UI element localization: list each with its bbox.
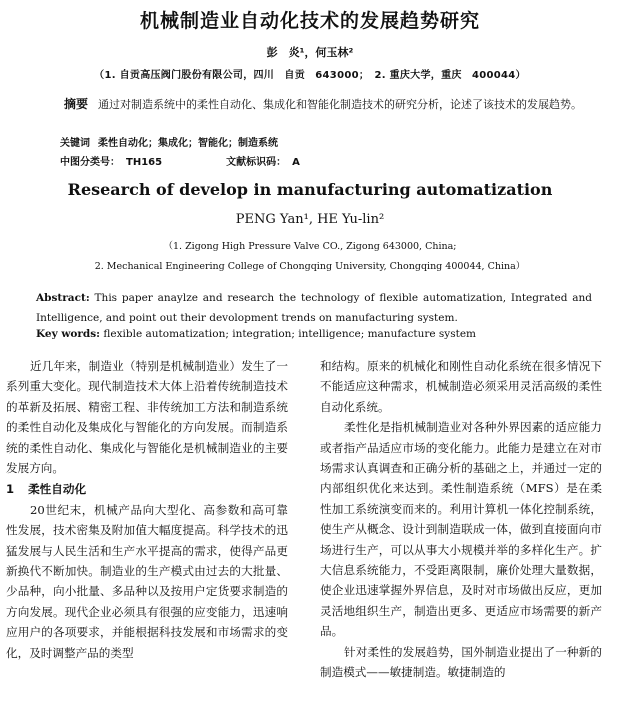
chinese-title: 机械制造业自动化技术的发展趋势研究 [139,10,480,32]
doc-code-value: A [292,157,300,168]
chinese-keywords-text: 柔性自动化；集成化；智能化；制造系统 [98,138,278,149]
chinese-keywords [60,134,600,149]
english-affiliation-1: （1. Zigong High Pressure Valve CO., Zigong 643000, China; [163,241,457,252]
english-keywords [36,328,592,340]
doc-code-label: 文献标识码： [226,157,287,168]
english-title: Research of develop in manufacturing automatization [67,180,553,199]
section-1-paragraph-1-continued: 和结构。原来的机械化和刚性自动化系统在很多情况下不能适应这种需求，机械制造必须采用灵活高级的柔性自动化系统。 [320,359,602,414]
section-1-paragraph-2: 柔性化是指机械制造业对各种外界因素的适应能力或者指产品适应市场的变化能力。此能力是建立在对市场需求认真调查和正确分析的基础之上，并通过一定的内部组织优化来达到。柔性制造系统（MFS）是在柔性加工系统演变而来的。利用计算机一体化控制系统，使生产从概念、设计到制造联成一体，做到直接面向市场进行生产，可以从事大小规模并举的多样化生产。扩大信息系统能力，不受距离限制，廉价处理大量数据，使企业迅速掌握外界信息，及时对市场做出反应，更加灵活地组织生产，制造出更多、更适应市场需要的新产品。 [320,420,602,639]
english-abstract-text: This paper anaylze and research the technology of flexible automatization, Integrated and Intelligence, and point out their devolopment trends on manufacturing system. [36,292,592,324]
section-1-paragraph-3: 针对柔性的发展趋势，国外制造业提出了一种新的制造模式——敏捷制造。敏捷制造的 [320,644,602,680]
chinese-authors: 彭 炎¹，何玉林² [266,46,354,59]
intro-paragraph: 近几年来，制造业（特别是机械制造业）发生了一系列重大变化。现代制造技术大体上沿着传统制造技术的革新及拓展、精密工程、非传统加工方法和制造系统的柔性自动化及集成化与智能化的方向发展。而制造系统的柔性自动化、集成化与智能化是机械制造业的主要发展方向。 [6,359,288,476]
section-1-title: 柔性自动化 [28,482,87,497]
chinese-abstract-label: 摘要 [64,97,89,111]
body-left-column [6,356,288,663]
body-right-column [320,356,602,683]
english-abstract [36,288,592,328]
english-authors: PENG Yan¹, HE Yu-lin² [235,212,385,227]
english-keywords-text: flexible automatization; integration; intelligence; manufacture system [103,328,477,340]
english-keywords-label: Key words: [36,328,101,340]
chinese-abstract [36,94,592,115]
chinese-abstract-text: 通过对制造系统中的柔性自动化、集成化和智能化制造技术的研究分析，论述了该技术的发展趋势。 [98,98,583,111]
class-number-label: 中图分类号： [60,157,120,168]
english-affiliation-2: 2. Mechanical Engineering College of Chongqing University, Chongqing 400044, China） [94,261,526,272]
section-1-heading [6,479,288,499]
class-number-value: TH165 [126,157,163,168]
section-1-paragraph-1: 20世纪末，机械产品向大型化、高参数和高可靠性发展，技术密集及附加值大幅度提高。科学技术的迅猛发展与人民生活和生产水平提高的需求，使得产品更新换代不断加快。制造业的生产模式由过去的大批量、少品种，向小批量、多品种以及按用户定货要求制造的方向发展。现代企业必须具有很强的应变能力，迅速响应用户的各项要求，并能根据科技发展和市场需求的变化，及时调整产品的类型 [6,502,288,660]
english-abstract-label: Abstract: [36,292,90,304]
chinese-keywords-label: 关键词 [60,138,90,149]
classification-line [60,153,600,168]
section-1-number: 1 [6,482,15,497]
chinese-affiliation: （1. 自贡高压阀门股份有限公司，四川 自贡 643000； 2. 重庆大学，重庆 400044） [94,70,526,81]
